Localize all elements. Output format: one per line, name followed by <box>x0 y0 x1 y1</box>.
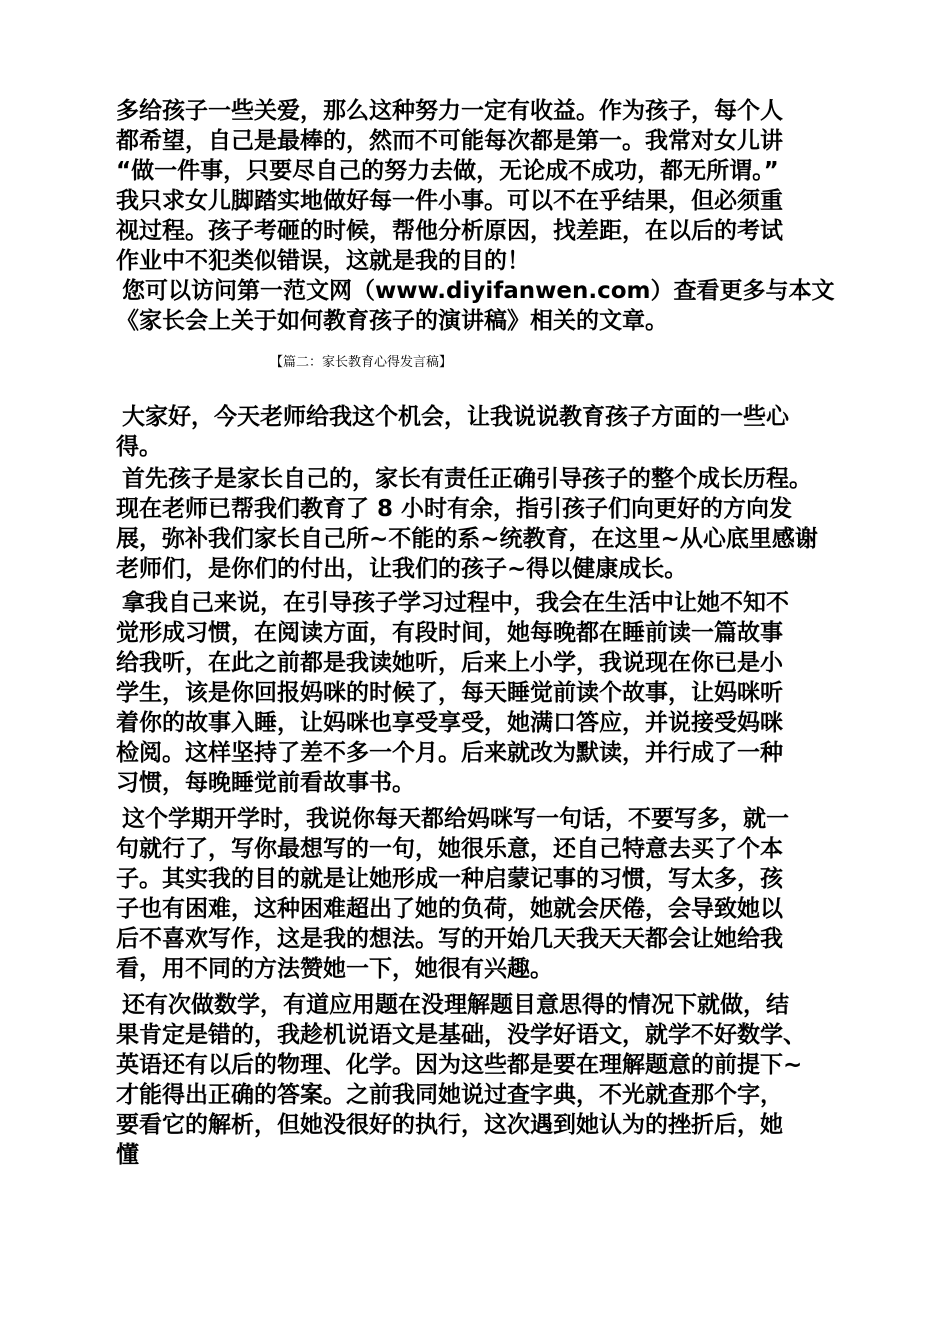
text-line: 作业中不犯类似错误，这就是我的目的！ <box>116 248 530 274</box>
text-line: 子。其实我的目的就是让她形成一种启蒙记事的习惯，写太多，孩 <box>116 866 783 892</box>
text-line: 学生，该是你回报妈咪的时候了，每天睡觉前读个故事，让妈咪听 <box>116 680 783 706</box>
text-line: 觉形成习惯，在阅读方面，有段时间，她每晚都在睡前读一篇故事 <box>116 620 783 646</box>
text-line: 懂 <box>116 1142 139 1168</box>
text-line: 首先孩子是家长自己的，家长有责任正确引导孩子的整个成长历程。 <box>122 466 812 492</box>
text-line: 展，弥补我们家长自己所~不能的系~统教育，在这里~从心底里感谢 <box>116 526 818 552</box>
text-line: 才能得出正确的答案。之前我同她说过查字典，不光就查那个字， <box>116 1082 783 1108</box>
text-line: 这个学期开学时，我说你每天都给妈咪写一句话，不要写多，就一 <box>122 806 789 832</box>
text-line: 子也有困难，这种困难超出了她的负荷，她就会厌倦，会导致她以 <box>116 896 783 922</box>
paragraph-part1 <box>116 96 836 336</box>
text-line: 您可以访问第一范文网（www.diyifanwen.com）查看更多与本文 <box>122 278 835 304</box>
text-line: “做一件事，只要尽自己的努力去做，无论成不成功，都无所谓。” <box>116 158 779 184</box>
text-line: 后不喜欢写作，这是我的想法。写的开始几天我天天都会让她给我 <box>116 926 783 952</box>
text-line: 句就行了，写你最想写的一句，她很乐意，还自己特意去买了个本 <box>116 836 783 862</box>
text-line: 我只求女儿脚踏实地做好每一件小事。可以不在乎结果，但必须重 <box>116 188 783 214</box>
paragraph-3 <box>116 588 836 798</box>
text-line: 看，用不同的方法赞她一下，她很有兴趣。 <box>116 956 553 982</box>
text-line: 现在老师已帮我们教育了 8 小时有余，指引孩子们向更好的方向发 <box>116 496 793 522</box>
text-line: 《家长会上关于如何教育孩子的演讲稿》相关的文章。 <box>116 308 668 334</box>
text-line: 检阅。这样坚持了差不多一个月。后来就改为默读，并行成了一种 <box>116 740 783 766</box>
text-line: 着你的故事入睡，让妈咪也享受享受，她满口答应，并说接受妈咪 <box>116 710 783 736</box>
paragraph-2 <box>116 464 836 584</box>
text-line: 得。 <box>116 434 162 460</box>
paragraph-5 <box>116 990 836 1170</box>
paragraph-greeting <box>116 402 836 462</box>
text-line: 习惯，每晚睡觉前看故事书。 <box>116 770 415 796</box>
text-line: 都希望，自己是最棒的，然而不可能每次都是第一。我常对女儿讲 <box>116 128 783 154</box>
text-line: 多给孩子一些关爱，那么这种努力一定有收益。作为孩子，每个人 <box>116 98 783 124</box>
text-line: 大家好，今天老师给我这个机会，让我说说教育孩子方面的一些心 <box>122 404 789 430</box>
section-heading: 【篇二：家长教育心得发言稿】 <box>270 355 453 370</box>
text-line: 拿我自己来说，在引导孩子学习过程中，我会在生活中让她不知不 <box>122 590 789 616</box>
text-line: 要看它的解析，但她没很好的执行，这次遇到她认为的挫折后，她 <box>116 1112 783 1138</box>
text-line: 还有次做数学，有道应用题在没理解题目意思得的情况下就做，结 <box>122 992 789 1018</box>
text-line: 老师们，是你们的付出，让我们的孩子~得以健康成长。 <box>116 556 688 582</box>
text-line: 英语还有以后的物理、化学。因为这些都是要在理解题意的前提下~ <box>116 1052 803 1078</box>
text-line: 果肯定是错的，我趁机说语文是基础，没学好语文，就学不好数学、 <box>116 1022 806 1048</box>
text-line: 给我听，在此之前都是我读她听，后来上小学，我说现在你已是小 <box>116 650 783 676</box>
text-line: 视过程。孩子考砸的时候，帮他分析原因，找差距，在以后的考试 <box>116 218 783 244</box>
paragraph-4 <box>116 804 836 984</box>
